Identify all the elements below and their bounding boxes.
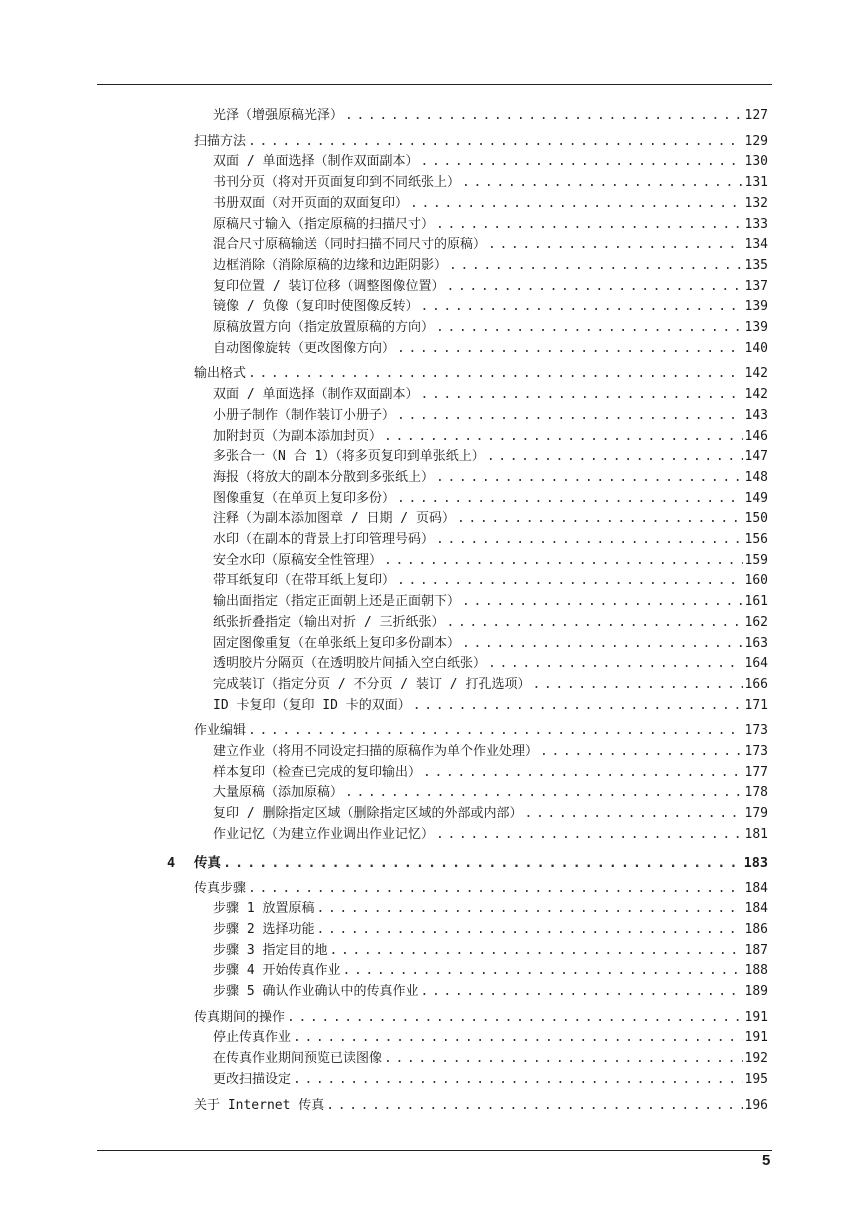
toc-leader-dots xyxy=(345,783,743,802)
toc-entry-page: 130 xyxy=(744,154,768,170)
toc-entry-title: 边框消除（消除原稿的边缘和边距阴影） xyxy=(213,257,448,273)
toc-leader-dots xyxy=(384,551,743,570)
toc-entry-title: 大量原稿（添加原稿） xyxy=(213,785,344,801)
toc-entry-page: 132 xyxy=(744,195,768,211)
toc-subsection-entry[interactable] xyxy=(213,277,768,296)
toc-chapter-entry[interactable] xyxy=(194,854,768,873)
toc-entry-page: 178 xyxy=(744,785,768,801)
toc-subsection-entry[interactable] xyxy=(213,825,768,844)
toc-entry-page: 179 xyxy=(744,806,768,822)
toc-leader-dots xyxy=(345,106,743,125)
toc-leader-dots xyxy=(436,318,743,337)
toc-entry-page: 131 xyxy=(744,175,768,191)
toc-subsection-entry[interactable] xyxy=(213,804,768,823)
toc-leader-dots xyxy=(449,256,743,275)
toc-entry-title: 水印（在副本的背景上打印管理号码） xyxy=(213,532,435,547)
toc-entry-page: 147 xyxy=(744,449,768,465)
toc-entry-page: 177 xyxy=(744,764,768,780)
toc-entry-title: 混合尺寸原稿输送（同时扫描不同尺寸的原稿） xyxy=(213,237,487,253)
toc-section-entry[interactable] xyxy=(194,132,768,151)
toc-entry-page: 164 xyxy=(744,656,768,672)
toc-entry-title: 步骤 5 确认作业确认中的传真作业 xyxy=(213,984,419,999)
toc-entry-title: 安全水印（原稿安全性管理） xyxy=(213,552,383,568)
toc-entry-title: 海报（将放大的副本分散到多张纸上） xyxy=(213,469,435,485)
toc-leader-dots xyxy=(462,173,743,192)
toc-leader-dots xyxy=(397,339,743,358)
toc-entry-page: 139 xyxy=(744,320,768,335)
toc-leader-dots xyxy=(316,920,742,939)
toc-leader-dots xyxy=(420,297,742,316)
toc-leader-dots xyxy=(488,654,743,673)
toc-entry-title: 完成装订（指定分页 / 不分页 / 装订 / 打孔选项） xyxy=(213,676,531,692)
toc-leader-dots xyxy=(540,742,743,761)
toc-subsection-entry[interactable] xyxy=(213,152,768,171)
toc-subsection-entry[interactable] xyxy=(213,509,768,528)
toc-entry-title: 输出格式 xyxy=(194,366,247,382)
toc-entry-page: 137 xyxy=(744,278,768,294)
toc-subsection-entry[interactable] xyxy=(213,675,768,694)
toc-entry-page: 191 xyxy=(744,1009,768,1025)
toc-leader-dots xyxy=(248,721,743,740)
toc-entry-title: 关于 Internet 传真 xyxy=(194,1097,325,1113)
toc-entry-page: 134 xyxy=(744,237,768,253)
toc-leader-dots xyxy=(462,592,743,611)
toc-subsection-entry[interactable] xyxy=(213,194,768,213)
toc-leader-dots xyxy=(329,941,742,960)
toc-leader-dots xyxy=(457,509,743,528)
toc-subsection-entry[interactable] xyxy=(213,530,768,549)
toc-leader-dots xyxy=(326,1096,742,1115)
toc-entry-page: 148 xyxy=(744,469,768,485)
toc-entry-title: 书册双面（对开页面的双面复印） xyxy=(213,195,409,211)
toc-entry-title: 传真 xyxy=(194,854,221,871)
toc-entry-title: 步骤 3 指定目的地 xyxy=(213,942,328,958)
toc-section-entry[interactable] xyxy=(194,879,768,898)
toc-entry-title: 加附封页（为副本添加封页） xyxy=(213,428,383,444)
toc-entry-title: 作业记忆（为建立作业调出作业记忆） xyxy=(213,826,435,842)
page-number: 5 xyxy=(762,1152,771,1169)
toc-entry-page: 146 xyxy=(744,428,768,444)
toc-entry-page: 159 xyxy=(744,552,768,568)
toc-entry-title: 光泽（增强原稿光泽） xyxy=(213,108,344,123)
toc-section-entry[interactable] xyxy=(194,1008,768,1027)
toc-leader-dots xyxy=(287,1008,743,1027)
toc-subsection-entry[interactable] xyxy=(213,551,768,570)
toc-entry-page: 156 xyxy=(744,532,768,547)
toc-entry-title: 步骤 4 开始传真作业 xyxy=(213,963,341,979)
toc-entry-title: 输出面指定（指定正面朝上还是正面朝下） xyxy=(213,594,461,610)
toc-entry-title: 纸张折叠指定（输出对折 / 三折纸张） xyxy=(213,614,445,630)
toc-leader-dots xyxy=(342,961,742,980)
toc-entry-page: 127 xyxy=(744,108,768,123)
toc-subsection-entry[interactable] xyxy=(213,297,768,316)
toc-entry-title: 带耳纸复印（在带耳纸上复印） xyxy=(213,573,396,589)
toc-section-entry[interactable] xyxy=(194,721,768,740)
toc-entry-title: 传真步骤 xyxy=(194,880,247,896)
toc-leader-dots xyxy=(293,1070,743,1089)
toc-subsection-entry[interactable] xyxy=(213,920,768,939)
toc-leader-dots xyxy=(397,571,743,590)
toc-entry-page: 162 xyxy=(744,614,768,630)
toc-subsection-entry[interactable] xyxy=(213,406,768,425)
toc-entry-title: 书刊分页（将对开页面复印到不同纸张上） xyxy=(213,175,461,191)
toc-entry-page: 142 xyxy=(744,366,768,382)
toc-entry-title: 建立作业（将用不同设定扫描的原稿作为单个作业处理） xyxy=(213,744,539,759)
toc-entry-page: 129 xyxy=(744,133,768,149)
toc-subsection-entry[interactable] xyxy=(213,634,768,653)
toc-leader-dots xyxy=(462,634,743,653)
toc-entry-page: 183 xyxy=(743,854,768,871)
toc-entry-page: 191 xyxy=(744,1030,768,1046)
toc-entry-title: 小册子制作（制作装订小册子） xyxy=(213,407,396,423)
toc-section-entry[interactable] xyxy=(194,1096,768,1115)
toc-entry-title: 步骤 1 放置原稿 xyxy=(213,901,315,917)
toc-entry-title: 停止传真作业 xyxy=(213,1030,292,1046)
toc-entry-title: 固定图像重复（在单张纸上复印多份副本） xyxy=(213,635,461,651)
toc-leader-dots xyxy=(436,468,743,487)
toc-entry-page: 139 xyxy=(744,299,768,315)
toc-entry-title: 原稿放置方向（指定放置原稿的方向） xyxy=(213,320,435,335)
toc-entry-page: 181 xyxy=(744,826,768,842)
toc-leader-dots xyxy=(316,899,742,918)
toc-entry-page: 173 xyxy=(744,723,768,739)
header-rule xyxy=(97,84,772,85)
toc-subsection-entry[interactable] xyxy=(213,1028,768,1047)
toc-subsection-entry[interactable] xyxy=(213,1070,768,1089)
toc-subsection-entry[interactable] xyxy=(213,899,768,918)
toc-entry-title: 原稿尺寸输入（指定原稿的扫描尺寸） xyxy=(213,216,435,232)
toc-section-entry[interactable] xyxy=(194,364,768,383)
toc-subsection-entry[interactable] xyxy=(213,1049,768,1068)
toc-entry-page: 150 xyxy=(744,511,768,527)
toc-leader-dots xyxy=(420,152,742,171)
toc-entry-page: 143 xyxy=(744,407,768,423)
toc-entry-page: 140 xyxy=(744,340,768,356)
toc-entry-page: 196 xyxy=(744,1097,768,1113)
toc-leader-dots xyxy=(436,215,743,234)
toc-subsection-entry[interactable] xyxy=(213,468,768,487)
toc-entry-title: 自动图像旋转（更改图像方向） xyxy=(213,340,396,356)
toc-subsection-entry[interactable] xyxy=(213,571,768,590)
toc-subsection-entry[interactable] xyxy=(213,427,768,446)
toc-leader-dots xyxy=(446,277,742,296)
toc-subsection-entry[interactable] xyxy=(213,447,768,466)
toc-entry-title: 步骤 2 选择功能 xyxy=(213,921,315,937)
toc-entry-page: 184 xyxy=(744,880,768,896)
toc-entry-page: 149 xyxy=(744,490,768,506)
toc-entry-title: 在传真作业期间预览已读图像 xyxy=(213,1051,383,1067)
toc-subsection-entry[interactable] xyxy=(213,215,768,234)
toc-entry-title: 双面 / 单面选择（制作双面副本） xyxy=(213,387,419,403)
toc-entry-page: 160 xyxy=(744,573,768,589)
toc-subsection-entry[interactable] xyxy=(213,654,768,673)
toc-subsection-entry[interactable] xyxy=(213,613,768,632)
toc-entry-title: 作业编辑 xyxy=(194,723,247,739)
toc-subsection-entry[interactable] xyxy=(213,173,768,192)
toc-leader-dots xyxy=(397,489,743,508)
toc-subsection-entry[interactable] xyxy=(213,235,768,254)
toc-leader-dots xyxy=(397,406,743,425)
toc-leader-dots xyxy=(446,613,742,632)
toc-entry-title: 图像重复（在单页上复印多份） xyxy=(213,490,396,506)
toc-entry-title: 多张合一（N 合 1）（将多页复印到单张纸上） xyxy=(213,449,485,465)
toc-subsection-entry[interactable] xyxy=(213,318,768,337)
toc-entry-page: 171 xyxy=(744,697,768,713)
toc-entry-title: 双面 / 单面选择（制作双面副本） xyxy=(213,154,419,170)
toc-chapter-number: 4 xyxy=(167,854,176,871)
footer-rule xyxy=(97,1150,772,1151)
toc-entry-title: 复印位置 / 装订位移（调整图像位置） xyxy=(213,278,445,294)
toc-leader-dots xyxy=(420,385,742,404)
toc-entry-page: 133 xyxy=(744,216,768,232)
toc-entry-page: 189 xyxy=(744,984,768,999)
toc-entry-title: ID 卡复印（复印 ID 卡的双面） xyxy=(213,697,411,713)
toc-leader-dots xyxy=(384,427,743,446)
toc-leader-dots xyxy=(436,825,743,844)
toc-leader-dots xyxy=(293,1028,743,1047)
toc-leader-dots xyxy=(248,879,743,898)
toc-subsection-entry[interactable] xyxy=(213,339,768,358)
toc-entry-page: 166 xyxy=(744,676,768,692)
toc-entry-title: 透明胶片分隔页（在透明胶片间插入空白纸张） xyxy=(213,656,487,672)
toc-entry-title: 扫描方法 xyxy=(194,133,247,149)
toc-leader-dots xyxy=(487,447,743,466)
toc-subsection-entry[interactable] xyxy=(213,961,768,980)
toc-entry-page: 163 xyxy=(744,635,768,651)
toc-subsection-entry[interactable] xyxy=(213,742,768,761)
toc-subsection-entry[interactable] xyxy=(213,256,768,275)
toc-subsection-entry[interactable] xyxy=(213,696,768,715)
toc-leader-dots xyxy=(223,854,742,873)
toc-entry-page: 186 xyxy=(744,921,768,937)
toc-leader-dots xyxy=(524,804,742,823)
toc-entry-title: 传真期间的操作 xyxy=(194,1009,286,1025)
toc-leader-dots xyxy=(413,696,743,715)
toc-leader-dots xyxy=(436,530,743,549)
toc-leader-dots xyxy=(248,364,743,383)
toc-leader-dots xyxy=(410,194,743,213)
toc-entry-page: 195 xyxy=(744,1071,768,1087)
toc-entry-title: 注释（为副本添加图章 / 日期 / 页码） xyxy=(213,511,455,527)
toc-leader-dots xyxy=(248,132,743,151)
toc-entry-page: 187 xyxy=(744,942,768,958)
toc-entry-title: 更改扫描设定 xyxy=(213,1071,292,1087)
toc-entry-page: 192 xyxy=(744,1051,768,1067)
toc-leader-dots xyxy=(420,982,742,1001)
toc-subsection-entry[interactable] xyxy=(213,385,768,404)
toc-entry-page: 135 xyxy=(744,257,768,273)
toc-entry-page: 184 xyxy=(744,901,768,917)
toc-subsection-entry[interactable] xyxy=(213,783,768,802)
toc-leader-dots xyxy=(532,675,742,694)
toc-entry-title: 镜像 / 负像（复印时使图像反转） xyxy=(213,299,419,315)
toc-leader-dots xyxy=(488,235,743,254)
toc-subsection-entry[interactable] xyxy=(213,763,768,782)
toc-entry-page: 142 xyxy=(744,387,768,403)
toc-entry-title: 复印 / 删除指定区域（删除指定区域的外部或内部） xyxy=(213,806,523,822)
toc-subsection-entry[interactable] xyxy=(213,106,768,125)
toc-leader-dots xyxy=(423,763,743,782)
toc-leader-dots xyxy=(384,1049,743,1068)
toc-entry-title: 样本复印（检查已完成的复印输出） xyxy=(213,764,422,780)
toc-subsection-entry[interactable] xyxy=(213,592,768,611)
toc-entry-page: 188 xyxy=(744,963,768,979)
toc-entry-page: 161 xyxy=(744,594,768,610)
toc-entry-page: 173 xyxy=(744,744,768,759)
toc-subsection-entry[interactable] xyxy=(213,982,768,1001)
toc-subsection-entry[interactable] xyxy=(213,941,768,960)
toc-subsection-entry[interactable] xyxy=(213,489,768,508)
